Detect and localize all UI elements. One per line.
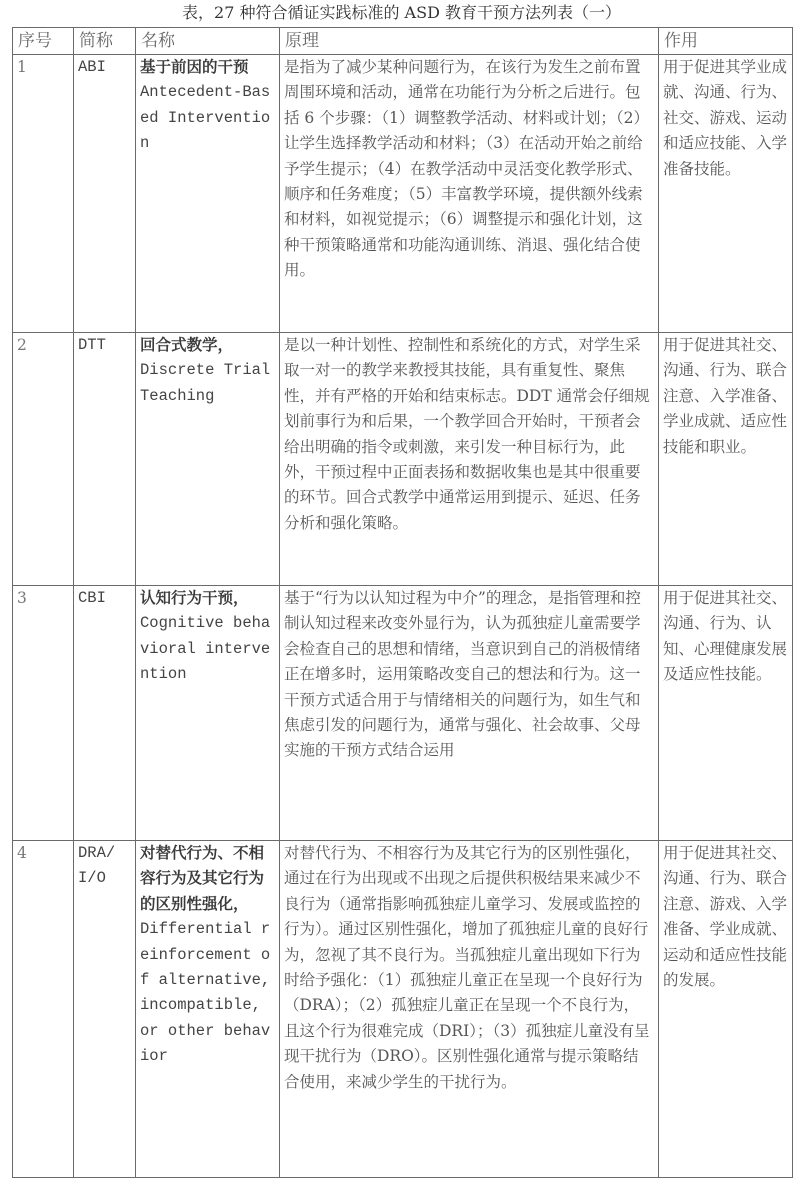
cell-no: 4 xyxy=(13,841,74,1178)
table-row xyxy=(13,841,793,1178)
cell-principle: 基于“行为以认知过程为中介”的理念，是指管理和控制认知过程来改变外显行为，认为孤独症儿童需要学会检查自己的思想和情绪，当意识到自己的消极情绪正在增多时，运用策略改变自己的想法和行为。这一干预方式适合用于与情绪相关的问题行为，如生气和焦虑引发的问题行为，通常与强化、社会故事、父母实施的干预方式结合运用 xyxy=(280,586,659,841)
name-chinese: 基于前因的干预 xyxy=(140,58,249,76)
header-principle: 原理 xyxy=(280,28,659,55)
cell-no: 3 xyxy=(13,586,74,841)
cell-effect: 用于促进其社交、沟通、行为、认知、心理健康发展及适应性技能。 xyxy=(659,586,793,841)
table-row xyxy=(13,55,793,333)
cell-name xyxy=(136,55,280,333)
table-row xyxy=(13,586,793,841)
name-chinese: 认知行为干预， xyxy=(140,589,249,607)
header-name: 名称 xyxy=(136,28,280,55)
header-no: 序号 xyxy=(13,28,74,55)
cell-no: 2 xyxy=(13,333,74,586)
cell-effect: 用于促进其社交、沟通、行为、联合注意、入学准备、学业成就、适应性技能和职业。 xyxy=(659,333,793,586)
cell-name xyxy=(136,333,280,586)
cell-abbr: DRA/I/O xyxy=(74,841,136,1178)
intervention-methods-table xyxy=(12,27,793,1178)
table-caption: 表，27 种符合循证实践标准的 ASD 教育干预方法列表（一） xyxy=(182,3,621,22)
name-chinese: 回合式教学， xyxy=(140,336,234,354)
cell-principle: 对替代行为、不相容行为及其它行为的区别性强化，通过在行为出现或不出现之后提供积极结果来减少不良行为（通常指影响孤独症儿童学习、发展或监控的行为）。通过区别性强化，增加了孤独症儿童的良好行为，忽视了其不良行为。当孤独症儿童出现如下行为时给予强化：（1）孤独症儿童正在呈现一个良好行为（DRA）；（2）孤独症儿童正在呈现一个不良行为，且这个行为很难完成（DRI）；（3）孤独症儿童没有呈现干扰行为（DRO）。区别性强化通常与提示策略结合使用，来减少学生的干扰行为。 xyxy=(280,841,659,1178)
cell-effect: 用于促进其社交、沟通、行为、联合注意、游戏、入学准备、学业成就、运动和适应性技能的发展。 xyxy=(659,841,793,1178)
header-row xyxy=(13,28,793,55)
table-row xyxy=(13,333,793,586)
name-english: Differential reinforcement of alternative, incompatible, or other behavior xyxy=(140,920,280,1066)
cell-name xyxy=(136,841,280,1178)
header-effect: 作用 xyxy=(659,28,793,55)
cell-principle: 是以一种计划性、控制性和系统化的方式，对学生采取一对一的教学来教授其技能，具有重复性、聚焦性，并有严格的开始和结束标志。DDT 通常会仔细规划前事行为和后果，一个教学回合开始时，干预者会给出明确的指令或刺激，来引发一种目标行为，此外，干预过程中正面表扬和数据收集也是其中很重要的环节。回合式教学中通常运用到提示、延迟、任务分析和强化策略。 xyxy=(280,333,659,586)
cell-abbr: ABI xyxy=(74,55,136,333)
cell-abbr: DTT xyxy=(74,333,136,586)
name-english: Discrete Trial Teaching xyxy=(140,361,280,405)
cell-no: 1 xyxy=(13,55,74,333)
cell-abbr: CBI xyxy=(74,586,136,841)
name-english: Cognitive behavioral intervention xyxy=(140,614,271,684)
cell-effect: 用于促进其学业成就、沟通、行为、社交、游戏、运动和适应技能、入学准备技能。 xyxy=(659,55,793,333)
cell-name xyxy=(136,586,280,841)
cell-principle: 是指为了减少某种问题行为，在该行为发生之前布置周围环境和活动，通常在功能行为分析之后进行。包括 6 个步骤：（1）调整教学活动、材料或计划；（2）让学生选择教学活动和材料；（3）在活动开始之前给予学生提示；（4）在教学活动中灵活变化教学形式、顺序和任务难度；（5）丰富教学环境，提供额外线索和材料，如视觉提示；（6）调整提示和强化计划，这种干预策略通常和功能沟通训练、消退、强化结合使用。 xyxy=(280,55,659,333)
name-chinese: 对替代行为、不相容行为及其它行为的区别性强化， xyxy=(140,844,265,913)
header-abbr: 简称 xyxy=(74,28,136,55)
name-english: Antecedent-Based Intervention xyxy=(140,83,271,153)
